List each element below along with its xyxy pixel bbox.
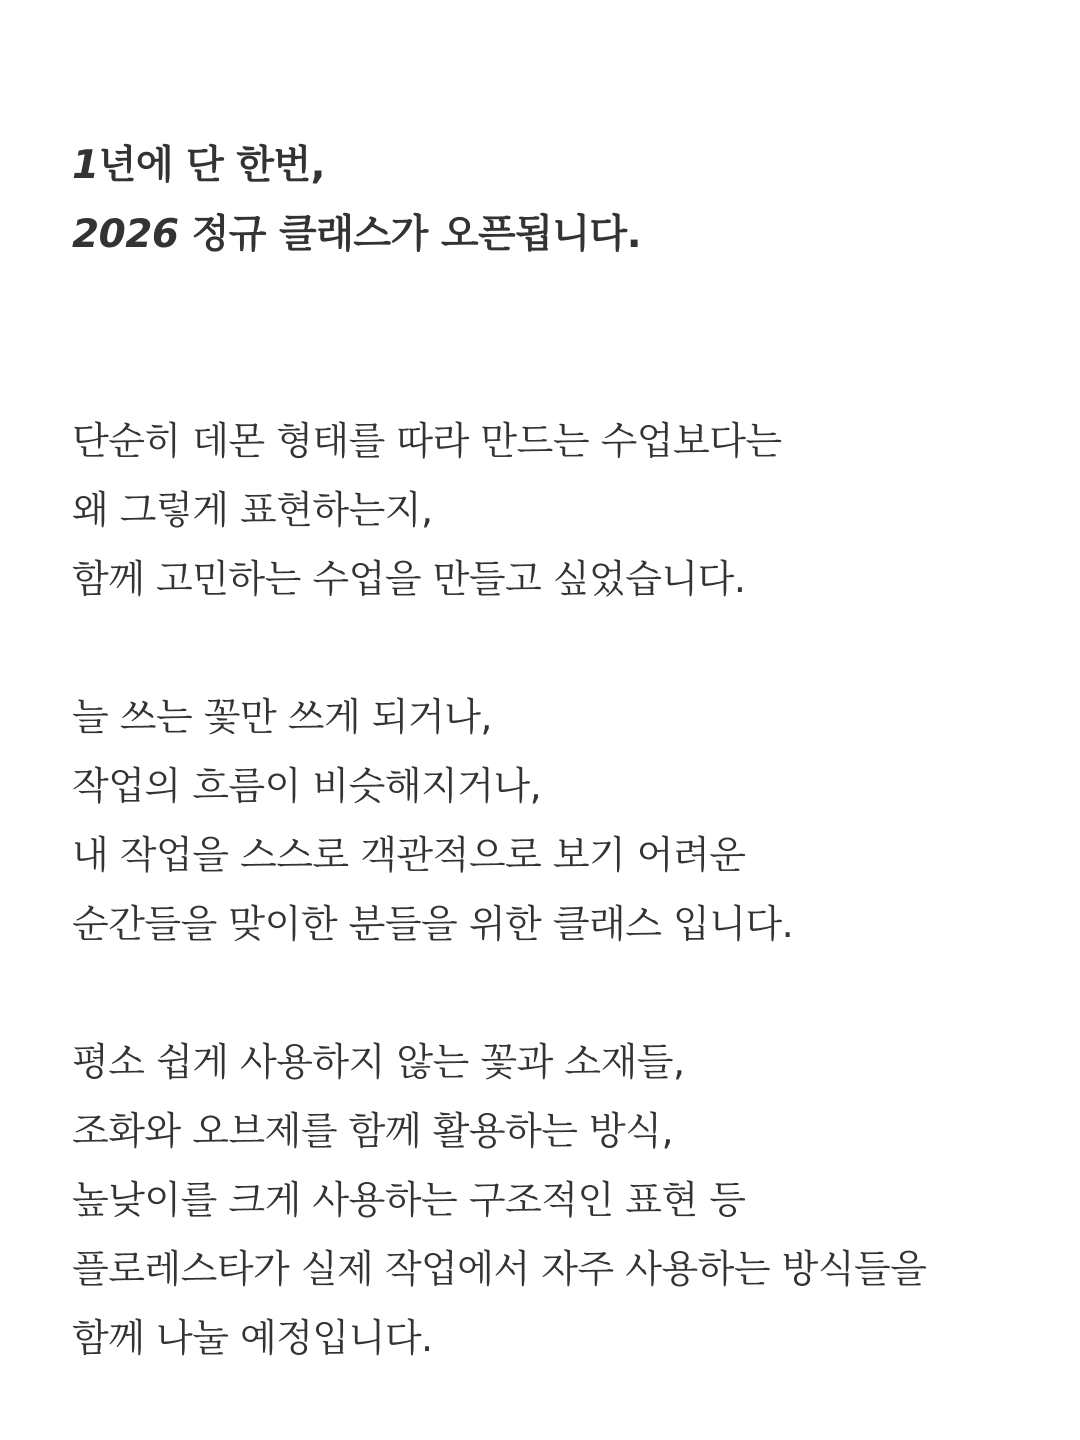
body-line: 평소 쉽게 사용하지 않는 꽃과 소재들, xyxy=(72,1040,685,1084)
headline-text-2: 정규 클래스가 오픈됩니다. xyxy=(178,212,642,257)
body-line: 조화와 오브제를 함께 활용하는 방식, xyxy=(72,1109,674,1153)
headline-number-1: 1 xyxy=(72,143,99,188)
body-line: 함께 나눌 예정입니다. xyxy=(72,1316,433,1360)
body-line: 플로레스타가 실제 작업에서 자주 사용하는 방식들을 xyxy=(72,1247,927,1291)
body-line: 작업의 흐름이 비슷해지거나, xyxy=(72,764,542,808)
headline-line-2 xyxy=(72,212,641,258)
headline-line-1 xyxy=(72,143,325,189)
body-line: 내 작업을 스스로 객관적으로 보기 어려운 xyxy=(72,833,746,877)
body-line: 함께 고민하는 수업을 만들고 싶었습니다. xyxy=(72,557,746,601)
body-line: 왜 그렇게 표현하는지, xyxy=(72,488,433,532)
body-line: 늘 쓰는 꽃만 쓰게 되거나, xyxy=(72,695,492,739)
headline-number-2: 2026 xyxy=(72,212,179,257)
body-line: 순간들을 맞이한 분들을 위한 클래스 입니다. xyxy=(72,902,794,946)
headline-text-1: 년에 단 한번, xyxy=(98,143,325,188)
body-line: 높낮이를 크게 사용하는 구조적인 표현 등 xyxy=(72,1178,746,1222)
body-line: 단순히 데몬 형태를 따라 만드는 수업보다는 xyxy=(72,419,782,463)
